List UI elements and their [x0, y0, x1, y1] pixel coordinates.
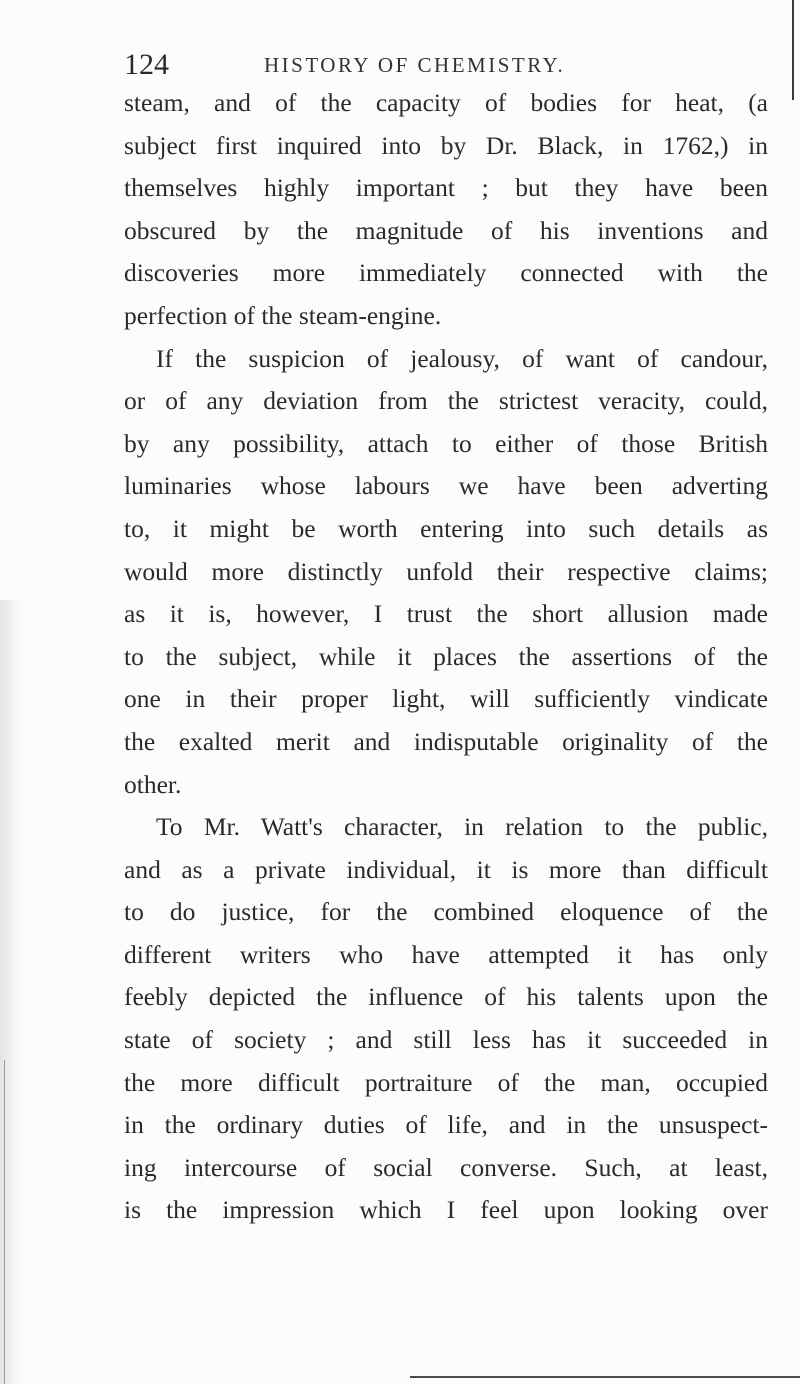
- text-line: to do justice, for the combined eloquence of the: [124, 897, 768, 927]
- binding-edge: [4, 1060, 5, 1384]
- text-line: to the subject, while it places the assertions of the: [124, 641, 768, 671]
- text-line: and as a private individual, it is more than difficult: [124, 854, 768, 884]
- page-number: 124: [124, 48, 169, 81]
- text-line: If the suspicion of jealousy, of want of candour,: [156, 343, 768, 373]
- text-line: by any possibility, attach to either of those British: [124, 428, 768, 458]
- text-line: obscured by the magnitude of his inventions and: [124, 215, 768, 245]
- text-line: is the impression which I feel upon looking over: [124, 1195, 768, 1225]
- text-line: steam, and of the capacity of bodies for heat, (a: [124, 88, 768, 117]
- text-line: other.: [124, 769, 182, 799]
- text-line: as it is, however, I trust the short allusion made: [124, 599, 768, 629]
- text-line: different writers who have attempted it has only: [124, 939, 768, 969]
- text-line: luminaries whose labours we have been adverting: [124, 471, 768, 501]
- text-line: ing intercourse of social converse. Such, at least,: [124, 1152, 768, 1182]
- text-line: or of any deviation from the strictest veracity, could,: [124, 386, 768, 416]
- page-edge-right: [792, 0, 794, 100]
- text-line: themselves highly important ; but they have been: [124, 173, 768, 203]
- text-line: one in their proper light, will sufficiently vindicate: [124, 684, 768, 714]
- text-line: to, it might be worth entering into such details as: [124, 513, 768, 543]
- text-line: in the ordinary duties of life, and in the unsuspect-: [124, 1110, 768, 1140]
- text-line: the exalted merit and indisputable originality of the: [124, 726, 768, 756]
- text-line: feebly depicted the influence of his talents upon the: [124, 982, 768, 1012]
- text-line: subject first inquired into by Dr. Black, in 1762,) in: [124, 130, 768, 160]
- text-line: state of society ; and still less has it succeeded in: [124, 1025, 768, 1055]
- text-line: To Mr. Watt's character, in relation to the public,: [156, 812, 768, 842]
- text-line: discoveries more immediately connected with the: [124, 258, 768, 288]
- text-line: the more difficult portraiture of the man, occupied: [124, 1067, 768, 1097]
- body-text: [124, 82, 768, 1232]
- running-header: [124, 45, 624, 85]
- text-line: perfection of the steam-engine.: [124, 300, 442, 330]
- running-title: HISTORY OF CHEMISTRY.: [264, 53, 566, 77]
- page-edge-bottom: [410, 1376, 800, 1378]
- text-line: would more distinctly unfold their respective claims;: [124, 556, 768, 586]
